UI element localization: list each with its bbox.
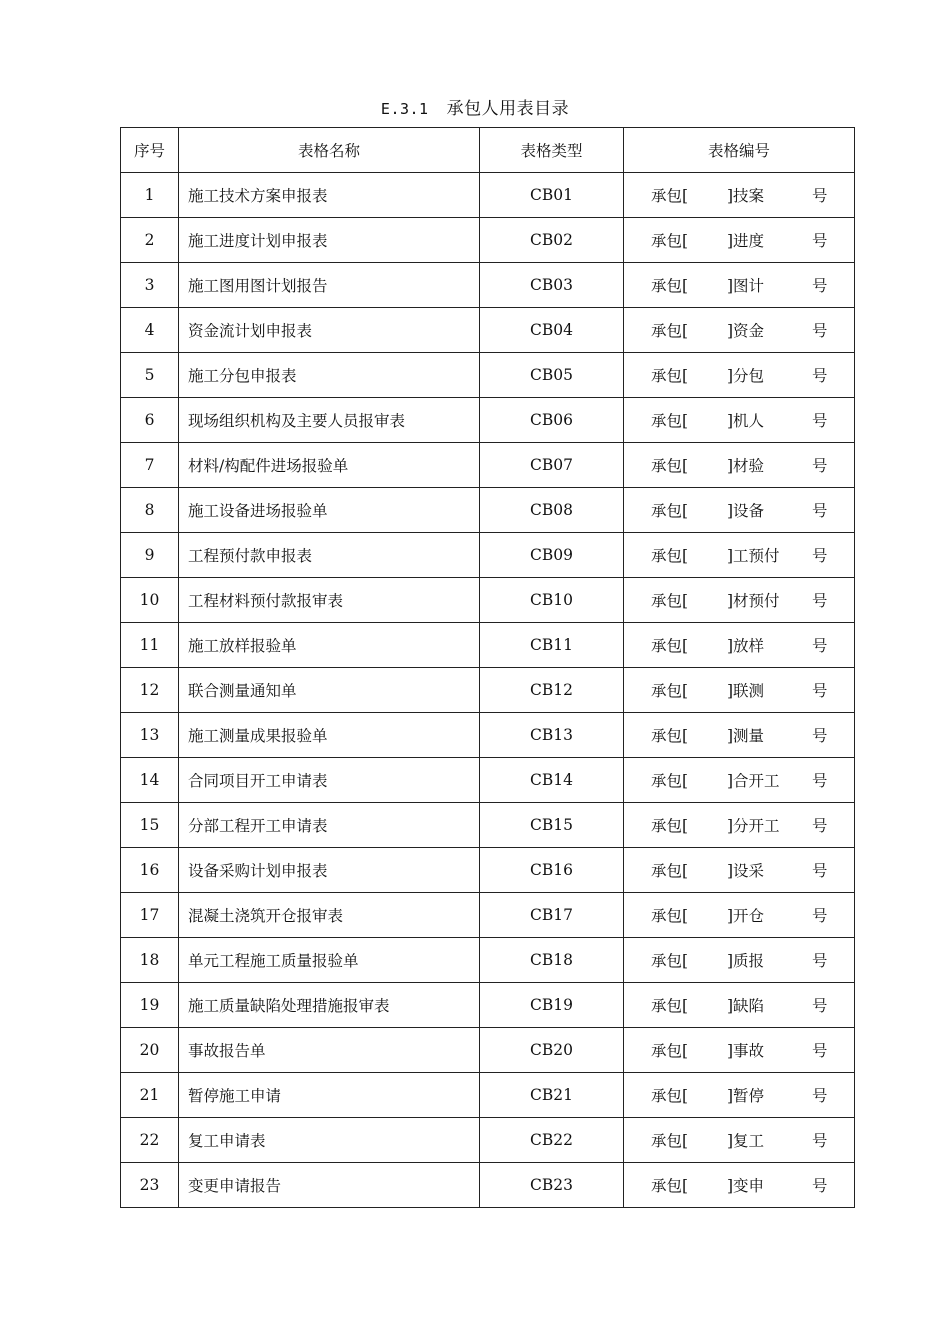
- code-suffix: 号: [812, 277, 828, 295]
- row-seq: 11: [121, 623, 179, 668]
- row-seq: 4: [121, 308, 179, 353]
- row-form-type: CB16: [480, 848, 624, 893]
- code-suffix: 号: [812, 1087, 828, 1105]
- row-seq: 12: [121, 668, 179, 713]
- row-form-code: [624, 803, 855, 848]
- code-suffix: 号: [812, 547, 828, 565]
- row-form-type: CB02: [480, 218, 624, 263]
- code-prefix: 承包[: [651, 997, 689, 1015]
- code-abbrev: ]设备: [727, 502, 765, 520]
- code-abbrev: ]暂停: [727, 1087, 765, 1105]
- row-form-code: [624, 578, 855, 623]
- table-row: [121, 488, 855, 533]
- row-form-code: [624, 443, 855, 488]
- row-form-type: CB23: [480, 1163, 624, 1208]
- code-prefix: 承包[: [651, 367, 689, 385]
- page-title: [0, 96, 950, 122]
- table-row: [121, 938, 855, 983]
- code-suffix: 号: [812, 592, 828, 610]
- row-form-name: 复工申请表: [179, 1118, 480, 1163]
- row-form-code: [624, 758, 855, 803]
- code-abbrev: ]分开工: [727, 817, 780, 835]
- row-form-type: CB12: [480, 668, 624, 713]
- row-form-type: CB18: [480, 938, 624, 983]
- title-text: 承包人用表目录: [446, 99, 570, 119]
- code-prefix: 承包[: [651, 322, 689, 340]
- code-abbrev: ]变申: [727, 1177, 765, 1195]
- code-suffix: 号: [812, 817, 828, 835]
- table-row: [121, 893, 855, 938]
- code-prefix: 承包[: [651, 1132, 689, 1150]
- row-form-name: 施工放样报验单: [179, 623, 480, 668]
- row-form-code: [624, 668, 855, 713]
- header-name: 表格名称: [179, 128, 480, 173]
- row-form-name: 工程材料预付款报审表: [179, 578, 480, 623]
- row-seq: 23: [121, 1163, 179, 1208]
- table-row: [121, 578, 855, 623]
- row-seq: 17: [121, 893, 179, 938]
- row-form-code: [624, 533, 855, 578]
- code-prefix: 承包[: [651, 232, 689, 250]
- row-form-name: 设备采购计划申报表: [179, 848, 480, 893]
- row-form-code: [624, 398, 855, 443]
- row-form-code: [624, 488, 855, 533]
- code-prefix: 承包[: [651, 1042, 689, 1060]
- row-form-name: 现场组织机构及主要人员报审表: [179, 398, 480, 443]
- code-abbrev: ]测量: [727, 727, 765, 745]
- row-form-name: 联合测量通知单: [179, 668, 480, 713]
- row-seq: 5: [121, 353, 179, 398]
- table-row: [121, 803, 855, 848]
- row-seq: 20: [121, 1028, 179, 1073]
- code-suffix: 号: [812, 907, 828, 925]
- table-row: [121, 533, 855, 578]
- table-row: [121, 848, 855, 893]
- row-seq: 2: [121, 218, 179, 263]
- row-form-code: [624, 1163, 855, 1208]
- row-seq: 19: [121, 983, 179, 1028]
- row-seq: 8: [121, 488, 179, 533]
- code-prefix: 承包[: [651, 502, 689, 520]
- row-form-type: CB13: [480, 713, 624, 758]
- code-abbrev: ]设采: [727, 862, 765, 880]
- row-form-code: [624, 308, 855, 353]
- code-suffix: 号: [812, 1132, 828, 1150]
- row-form-name: 施工技术方案申报表: [179, 173, 480, 218]
- row-form-code: [624, 218, 855, 263]
- table-header-row: [121, 128, 855, 173]
- table-row: [121, 173, 855, 218]
- row-form-type: CB14: [480, 758, 624, 803]
- code-suffix: 号: [812, 502, 828, 520]
- code-abbrev: ]技案: [727, 187, 765, 205]
- row-seq: 13: [121, 713, 179, 758]
- code-abbrev: ]材验: [727, 457, 765, 475]
- header-seq: 序号: [121, 128, 179, 173]
- code-abbrev: ]材预付: [727, 592, 780, 610]
- code-abbrev: ]复工: [727, 1132, 765, 1150]
- row-form-code: [624, 263, 855, 308]
- row-form-name: 施工测量成果报验单: [179, 713, 480, 758]
- code-prefix: 承包[: [651, 277, 689, 295]
- row-form-name: 变更申请报告: [179, 1163, 480, 1208]
- table-row: [121, 668, 855, 713]
- code-suffix: 号: [812, 682, 828, 700]
- code-prefix: 承包[: [651, 457, 689, 475]
- code-prefix: 承包[: [651, 592, 689, 610]
- row-form-type: CB11: [480, 623, 624, 668]
- row-form-name: 混凝土浇筑开仓报审表: [179, 893, 480, 938]
- row-form-type: CB05: [480, 353, 624, 398]
- code-suffix: 号: [812, 637, 828, 655]
- code-prefix: 承包[: [651, 727, 689, 745]
- table-row: [121, 758, 855, 803]
- code-abbrev: ]机人: [727, 412, 765, 430]
- table-row: [121, 353, 855, 398]
- row-form-code: [624, 1073, 855, 1118]
- code-abbrev: ]图计: [727, 277, 765, 295]
- code-suffix: 号: [812, 412, 828, 430]
- table-row: [121, 1118, 855, 1163]
- code-suffix: 号: [812, 187, 828, 205]
- code-suffix: 号: [812, 457, 828, 475]
- row-form-name: 施工质量缺陷处理措施报审表: [179, 983, 480, 1028]
- row-form-name: 材料/构配件进场报验单: [179, 443, 480, 488]
- row-form-type: CB06: [480, 398, 624, 443]
- table-row: [121, 263, 855, 308]
- row-form-type: CB04: [480, 308, 624, 353]
- header-type: 表格类型: [480, 128, 624, 173]
- code-suffix: 号: [812, 862, 828, 880]
- code-prefix: 承包[: [651, 637, 689, 655]
- code-prefix: 承包[: [651, 817, 689, 835]
- code-suffix: 号: [812, 727, 828, 745]
- row-form-code: [624, 848, 855, 893]
- code-suffix: 号: [812, 322, 828, 340]
- code-abbrev: ]进度: [727, 232, 765, 250]
- row-form-name: 工程预付款申报表: [179, 533, 480, 578]
- row-seq: 21: [121, 1073, 179, 1118]
- code-abbrev: ]联测: [727, 682, 765, 700]
- table-row: [121, 1028, 855, 1073]
- row-seq: 14: [121, 758, 179, 803]
- row-form-type: CB20: [480, 1028, 624, 1073]
- code-abbrev: ]合开工: [727, 772, 780, 790]
- row-form-code: [624, 938, 855, 983]
- row-form-name: 资金流计划申报表: [179, 308, 480, 353]
- code-prefix: 承包[: [651, 772, 689, 790]
- table-row: [121, 398, 855, 443]
- code-abbrev: ]资金: [727, 322, 765, 340]
- code-abbrev: ]开仓: [727, 907, 765, 925]
- title-number: E.3.1: [380, 100, 429, 118]
- code-suffix: 号: [812, 952, 828, 970]
- table-row: [121, 308, 855, 353]
- code-suffix: 号: [812, 772, 828, 790]
- code-abbrev: ]质报: [727, 952, 765, 970]
- row-form-type: CB01: [480, 173, 624, 218]
- row-form-type: CB10: [480, 578, 624, 623]
- code-prefix: 承包[: [651, 682, 689, 700]
- code-suffix: 号: [812, 997, 828, 1015]
- row-seq: 10: [121, 578, 179, 623]
- row-seq: 15: [121, 803, 179, 848]
- code-abbrev: ]缺陷: [727, 997, 765, 1015]
- table-row: [121, 218, 855, 263]
- table-row: [121, 1073, 855, 1118]
- code-suffix: 号: [812, 232, 828, 250]
- row-form-type: CB09: [480, 533, 624, 578]
- code-suffix: 号: [812, 1042, 828, 1060]
- row-form-code: [624, 983, 855, 1028]
- row-seq: 9: [121, 533, 179, 578]
- code-suffix: 号: [812, 367, 828, 385]
- row-form-code: [624, 353, 855, 398]
- row-form-name: 施工设备进场报验单: [179, 488, 480, 533]
- row-form-code: [624, 713, 855, 758]
- row-seq: 1: [121, 173, 179, 218]
- row-form-type: CB21: [480, 1073, 624, 1118]
- table-row: [121, 1163, 855, 1208]
- row-form-type: CB07: [480, 443, 624, 488]
- row-form-type: CB19: [480, 983, 624, 1028]
- code-prefix: 承包[: [651, 412, 689, 430]
- row-form-name: 分部工程开工申请表: [179, 803, 480, 848]
- table-row: [121, 713, 855, 758]
- code-prefix: 承包[: [651, 952, 689, 970]
- table-row: [121, 983, 855, 1028]
- code-prefix: 承包[: [651, 907, 689, 925]
- code-prefix: 承包[: [651, 187, 689, 205]
- code-abbrev: ]事故: [727, 1042, 765, 1060]
- row-form-name: 事故报告单: [179, 1028, 480, 1073]
- header-code: 表格编号: [624, 128, 855, 173]
- code-suffix: 号: [812, 1177, 828, 1195]
- row-form-name: 合同项目开工申请表: [179, 758, 480, 803]
- table-row: [121, 623, 855, 668]
- row-form-code: [624, 893, 855, 938]
- row-form-type: CB22: [480, 1118, 624, 1163]
- code-prefix: 承包[: [651, 547, 689, 565]
- row-form-name: 暂停施工申请: [179, 1073, 480, 1118]
- row-form-name: 施工进度计划申报表: [179, 218, 480, 263]
- row-form-name: 施工分包申报表: [179, 353, 480, 398]
- row-form-code: [624, 623, 855, 668]
- code-abbrev: ]工预付: [727, 547, 780, 565]
- row-seq: 22: [121, 1118, 179, 1163]
- row-seq: 18: [121, 938, 179, 983]
- row-form-type: CB15: [480, 803, 624, 848]
- code-prefix: 承包[: [651, 1177, 689, 1195]
- form-catalog-table: [120, 127, 855, 1208]
- row-seq: 3: [121, 263, 179, 308]
- row-form-name: 施工图用图计划报告: [179, 263, 480, 308]
- table-row: [121, 443, 855, 488]
- row-form-type: CB03: [480, 263, 624, 308]
- row-seq: 16: [121, 848, 179, 893]
- row-form-type: CB17: [480, 893, 624, 938]
- row-form-code: [624, 173, 855, 218]
- row-seq: 7: [121, 443, 179, 488]
- table-body: [121, 173, 855, 1208]
- row-seq: 6: [121, 398, 179, 443]
- row-form-code: [624, 1118, 855, 1163]
- row-form-name: 单元工程施工质量报验单: [179, 938, 480, 983]
- row-form-code: [624, 1028, 855, 1073]
- code-prefix: 承包[: [651, 1087, 689, 1105]
- code-abbrev: ]分包: [727, 367, 765, 385]
- row-form-type: CB08: [480, 488, 624, 533]
- code-abbrev: ]放样: [727, 637, 765, 655]
- code-prefix: 承包[: [651, 862, 689, 880]
